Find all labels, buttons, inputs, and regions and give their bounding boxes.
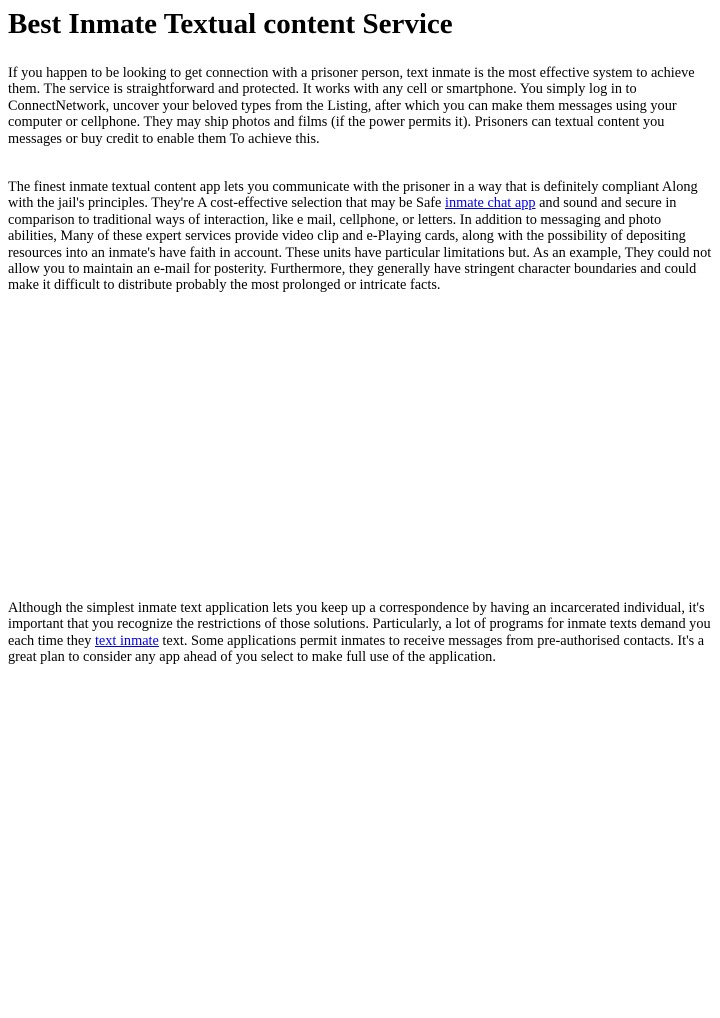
paragraph-restrictions [8, 600, 712, 666]
paragraph-chat-app [8, 179, 712, 294]
page-title: Best Inmate Textual content Service [8, 8, 453, 40]
paragraph-chat-app-text-before: The finest inmate textual content app lets you communicate with the prisoner in a way that is definitely compliant Along with the jail's principles. They're A cost-effective selection that may be Safe [8, 179, 698, 212]
paragraph-restrictions-text-before: Although the simplest inmate text application lets you keep up a correspondence by having an incarcerated individual, it's important that you recognize the restrictions of those solutions. Particularly, a lot of programs for inmate texts demand you each time they [8, 599, 711, 649]
paragraph-restrictions-text-after: text. Some applications permit inmates to receive messages from pre-authorised contacts. It's a great plan to consider any app ahead of you select to make full use of the application. [8, 632, 705, 666]
inmate-chat-app-link[interactable]: inmate chat app [444, 195, 536, 212]
paragraph-intro-text: If you happen to be looking to get connection with a prisoner person, text inmate is the most effective system to achieve them. The service is straightforward and protected. It works with any cell or smartphone. You simply log in to ConnectNetwork, uncover your beloved types from the Listing, after which you can make them messages using your computer or cellphone. They may ship photos and films (if the power permits it). Prisoners can textual content you messages or buy credit to enable them To achieve this. [8, 65, 695, 147]
paragraph-chat-app-text-after: and sound and secure in comparison to traditional ways of interaction, like e mail, cellphone, or letters. In addition to messaging and photo abilities, Many of these expert services provide video clip and e-Playing cards, along with the possibility of depositing resources into an inmate's have faith in account. These units have particular limitations but. As an example, They could not allow you to maintain an e-mail for posterity. Furthermore, they generally have stringent character boundaries and could make it difficult to distribute probably the most prolonged or intricate facts. [8, 195, 712, 294]
document-page [8, 0, 712, 666]
text-inmate-link[interactable]: text inmate [94, 632, 159, 649]
paragraph-intro [8, 65, 712, 147]
